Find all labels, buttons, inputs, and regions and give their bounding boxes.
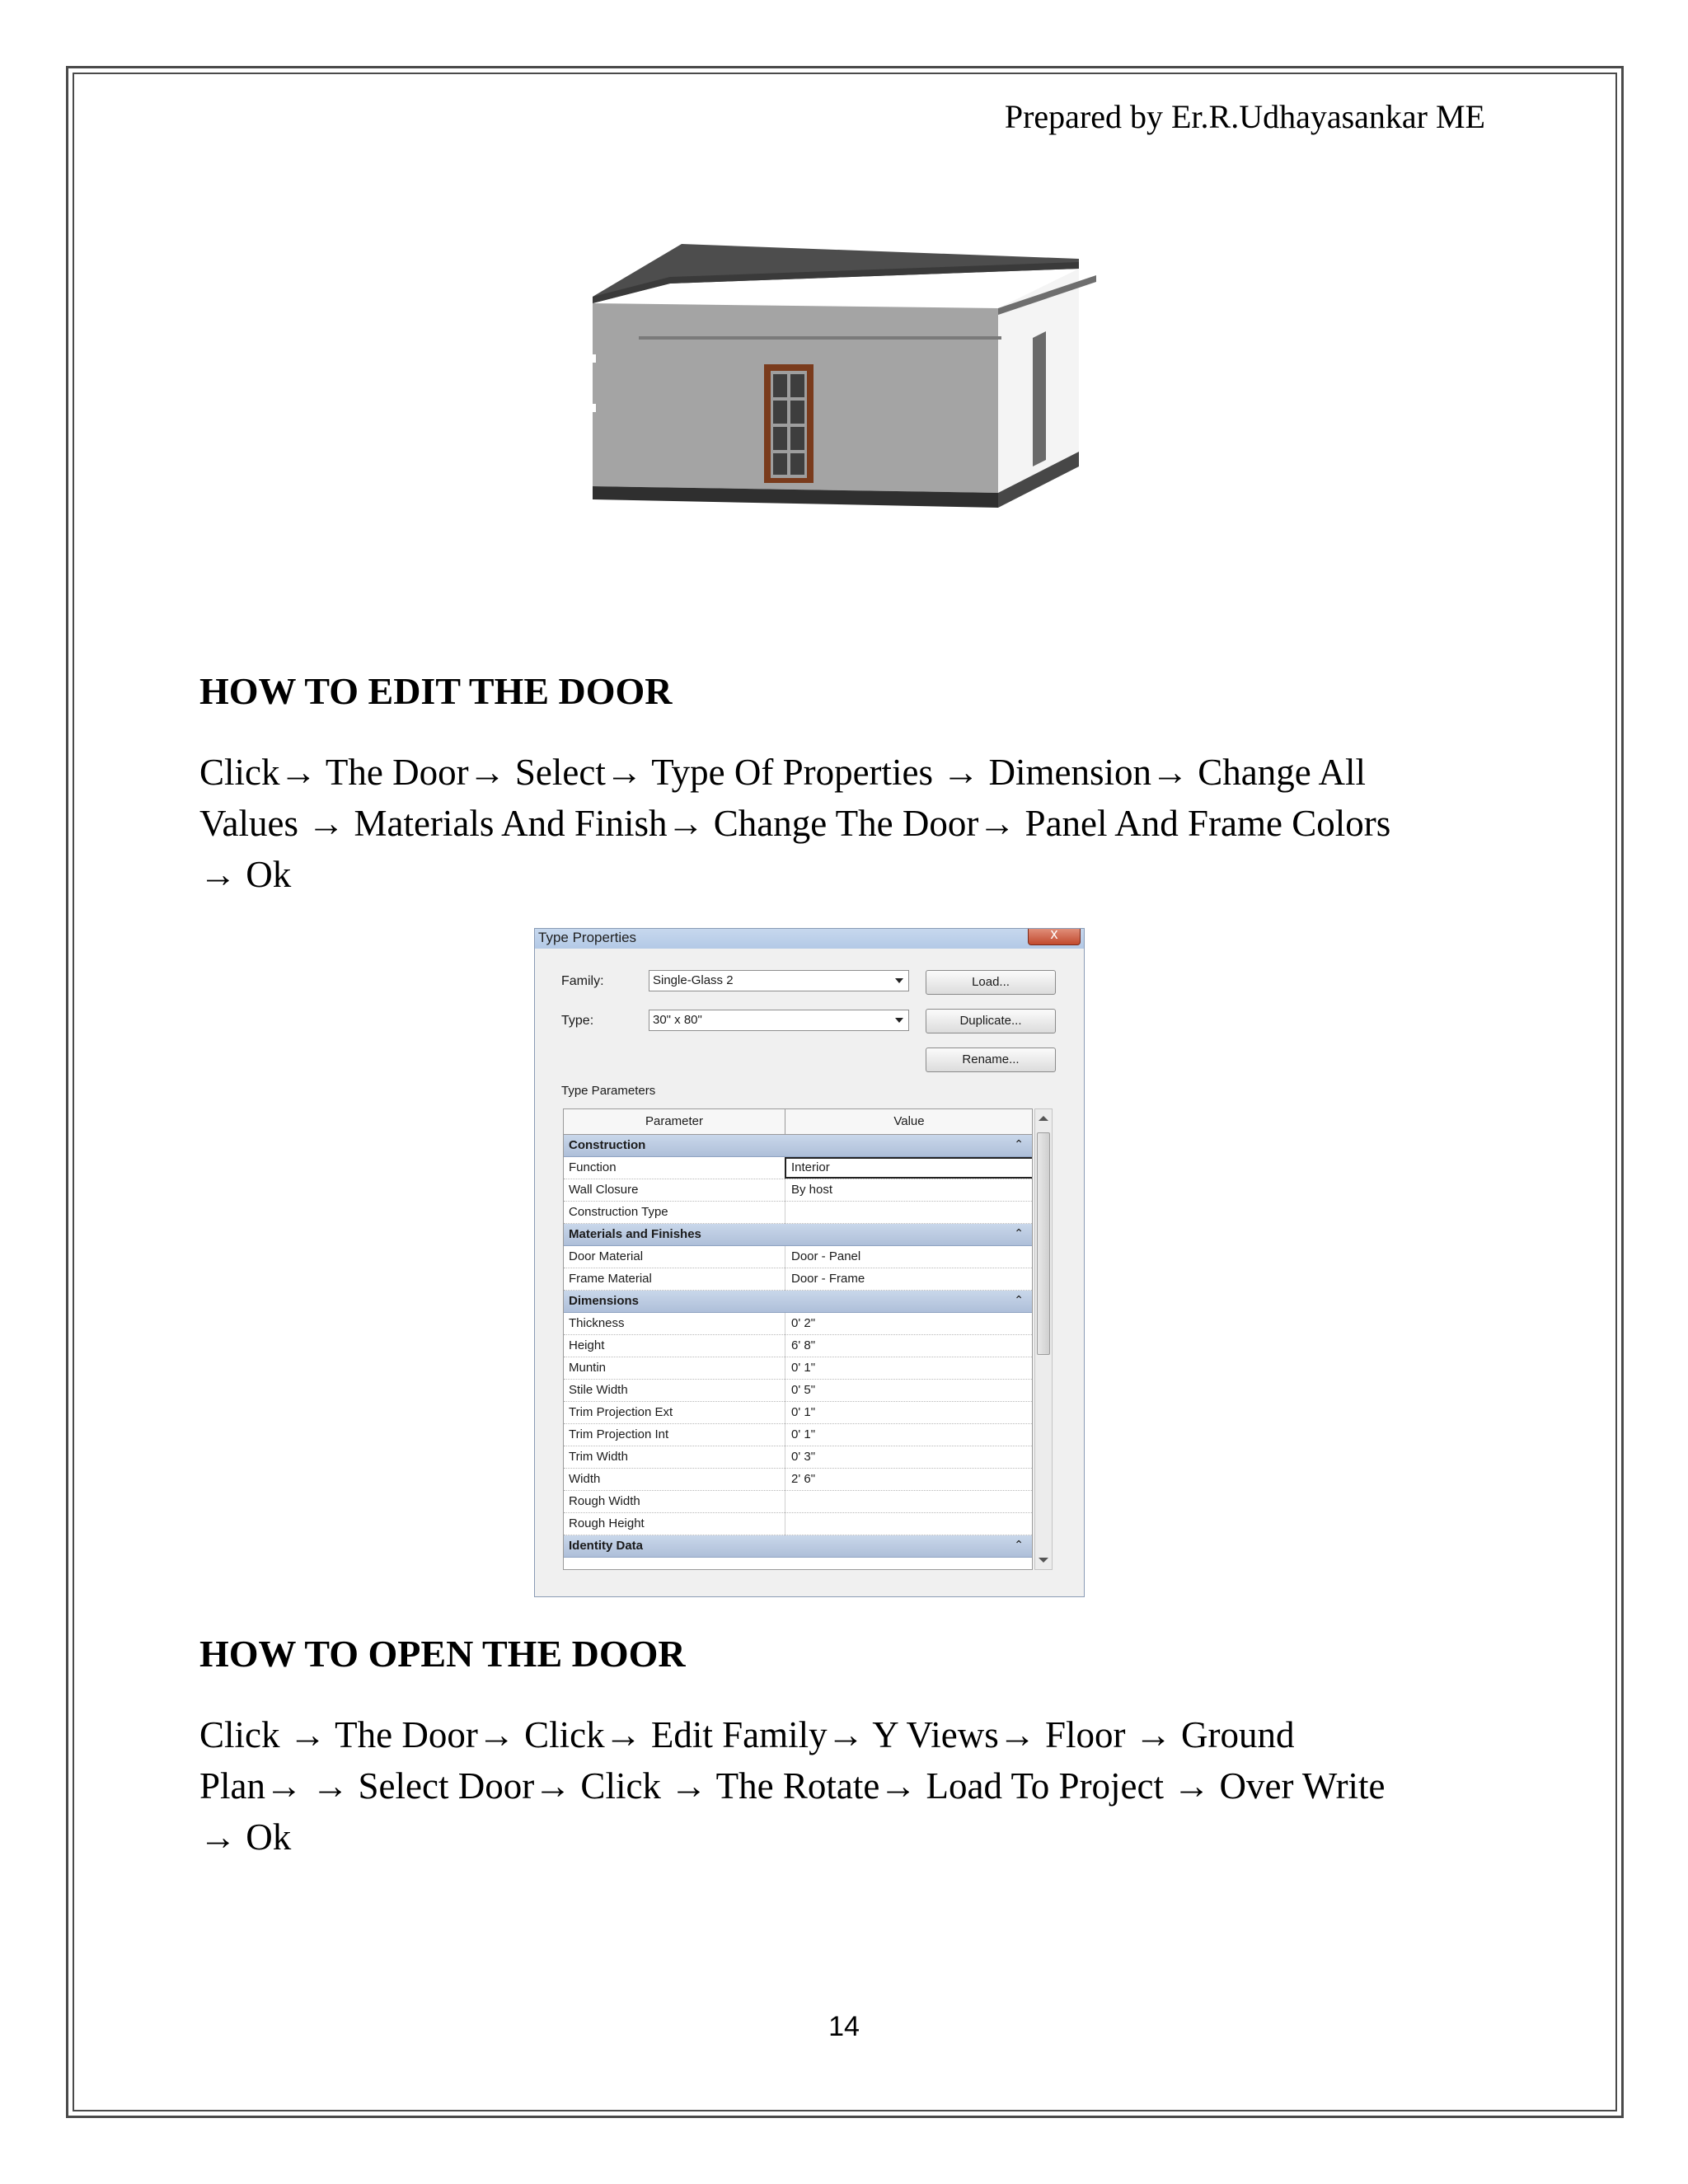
param-value[interactable]: 0' 3" bbox=[791, 1450, 816, 1464]
open-door-steps-line3: → Ok bbox=[199, 1816, 292, 1858]
table-row[interactable] bbox=[564, 1313, 1032, 1335]
column-header-parameter: Parameter bbox=[564, 1109, 785, 1134]
table-row[interactable] bbox=[564, 1380, 1032, 1402]
column-header-value: Value bbox=[893, 1114, 925, 1128]
collapse-icon: ⌃ bbox=[1014, 1538, 1024, 1551]
family-label: Family: bbox=[561, 974, 604, 988]
rename-button[interactable]: Rename... bbox=[926, 1047, 1056, 1072]
close-button[interactable]: x bbox=[1028, 928, 1081, 945]
param-value[interactable]: Door - Frame bbox=[791, 1272, 865, 1286]
grid-scrollbar[interactable] bbox=[1034, 1108, 1053, 1570]
param-name: Width bbox=[569, 1472, 601, 1486]
house-door bbox=[764, 364, 814, 483]
param-name: Rough Height bbox=[569, 1516, 645, 1530]
type-select-value: 30" x 80" bbox=[653, 1013, 702, 1027]
edit-door-steps-line3: → Ok bbox=[199, 854, 292, 895]
scroll-up-arrow-icon[interactable] bbox=[1039, 1116, 1048, 1121]
open-door-steps bbox=[199, 1709, 1502, 1863]
chevron-down-icon bbox=[895, 978, 903, 983]
param-name: Trim Width bbox=[569, 1450, 628, 1464]
group-label: Dimensions bbox=[569, 1294, 640, 1308]
param-value[interactable]: 0' 1" bbox=[791, 1361, 816, 1375]
param-name: Thickness bbox=[569, 1316, 625, 1330]
table-row[interactable] bbox=[564, 1491, 1032, 1513]
param-value[interactable]: 6' 8" bbox=[791, 1338, 816, 1352]
group-row-dimensions[interactable] bbox=[564, 1291, 1032, 1313]
group-label: Construction bbox=[569, 1138, 646, 1152]
param-name: Trim Projection Int bbox=[569, 1427, 669, 1441]
param-name: Construction Type bbox=[569, 1205, 668, 1219]
edit-door-steps-line2: Values → Materials And Finish→ Change The Door→ Panel And Frame Colors bbox=[199, 803, 1391, 844]
table-row[interactable] bbox=[564, 1202, 1032, 1224]
param-value[interactable]: Door - Panel bbox=[791, 1249, 861, 1263]
param-value[interactable]: 0' 1" bbox=[791, 1427, 816, 1441]
param-name: Function bbox=[569, 1160, 617, 1174]
type-properties-dialog bbox=[534, 928, 1085, 1597]
section-heading-edit-door: HOW TO EDIT THE DOOR bbox=[199, 670, 673, 712]
grid-header bbox=[564, 1109, 1032, 1135]
table-row[interactable] bbox=[564, 1424, 1032, 1446]
collapse-icon: ⌃ bbox=[1014, 1137, 1024, 1151]
table-row[interactable] bbox=[564, 1357, 1032, 1380]
scroll-down-arrow-icon[interactable] bbox=[1039, 1558, 1048, 1563]
house-illustration bbox=[581, 239, 1100, 519]
table-row[interactable] bbox=[564, 1179, 1032, 1202]
param-name: Rough Width bbox=[569, 1494, 640, 1508]
open-door-steps-line2: Plan→ → Select Door→ Click → The Rotate→ Load To Project → Over Write bbox=[199, 1765, 1386, 1807]
scroll-thumb[interactable] bbox=[1037, 1132, 1050, 1355]
param-value[interactable]: 2' 6" bbox=[791, 1472, 816, 1486]
type-parameters-label: Type Parameters bbox=[561, 1084, 656, 1098]
type-select[interactable] bbox=[649, 1010, 909, 1031]
group-row-construction[interactable] bbox=[564, 1135, 1032, 1157]
param-value[interactable]: 0' 2" bbox=[791, 1316, 816, 1330]
table-row[interactable] bbox=[564, 1446, 1032, 1469]
param-value[interactable]: 0' 1" bbox=[791, 1405, 816, 1419]
param-name: Trim Projection Ext bbox=[569, 1405, 673, 1419]
table-row[interactable] bbox=[564, 1246, 1032, 1268]
edit-door-steps-line1: Click→ The Door→ Select→ Type Of Properties → Dimension→ Change All bbox=[199, 752, 1366, 793]
prepared-by: Prepared by Er.R.Udhayasankar ME bbox=[1004, 98, 1485, 135]
table-row[interactable] bbox=[564, 1402, 1032, 1424]
duplicate-button[interactable]: Duplicate... bbox=[926, 1009, 1056, 1033]
parameters-grid bbox=[563, 1108, 1033, 1570]
param-name: Stile Width bbox=[569, 1383, 628, 1397]
param-value[interactable]: Interior bbox=[791, 1160, 830, 1174]
page-number: 14 bbox=[828, 2011, 860, 2042]
section-heading-open-door: HOW TO OPEN THE DOOR bbox=[199, 1633, 686, 1675]
type-label: Type: bbox=[561, 1014, 594, 1028]
table-row[interactable] bbox=[564, 1157, 1032, 1179]
table-row[interactable] bbox=[564, 1469, 1032, 1491]
param-name: Height bbox=[569, 1338, 605, 1352]
param-value[interactable]: By host bbox=[791, 1183, 833, 1197]
collapse-icon: ⌃ bbox=[1014, 1293, 1024, 1306]
family-select-value: Single-Glass 2 bbox=[653, 973, 734, 987]
table-row[interactable] bbox=[564, 1335, 1032, 1357]
param-name: Wall Closure bbox=[569, 1183, 639, 1197]
param-name: Frame Material bbox=[569, 1272, 652, 1286]
edit-door-steps bbox=[199, 747, 1502, 900]
group-label: Identity Data bbox=[569, 1539, 644, 1553]
group-row-materials[interactable] bbox=[564, 1224, 1032, 1246]
table-row[interactable] bbox=[564, 1268, 1032, 1291]
chevron-down-icon bbox=[895, 1018, 903, 1023]
open-door-steps-line1: Click → The Door→ Click→ Edit Family→ Y Views→ Floor → Ground bbox=[199, 1714, 1295, 1755]
dialog-title-bar bbox=[535, 929, 1084, 949]
param-value[interactable]: 0' 5" bbox=[791, 1383, 816, 1397]
table-row[interactable] bbox=[564, 1513, 1032, 1535]
dialog-title: Type Properties bbox=[538, 930, 637, 945]
family-select[interactable] bbox=[649, 970, 909, 991]
param-name: Door Material bbox=[569, 1249, 644, 1263]
group-row-identity-data[interactable] bbox=[564, 1535, 1032, 1558]
param-name: Muntin bbox=[569, 1361, 607, 1375]
collapse-icon: ⌃ bbox=[1014, 1226, 1024, 1240]
load-button[interactable]: Load... bbox=[926, 970, 1056, 995]
group-label: Materials and Finishes bbox=[569, 1227, 701, 1241]
grid-rows bbox=[564, 1135, 1032, 1558]
